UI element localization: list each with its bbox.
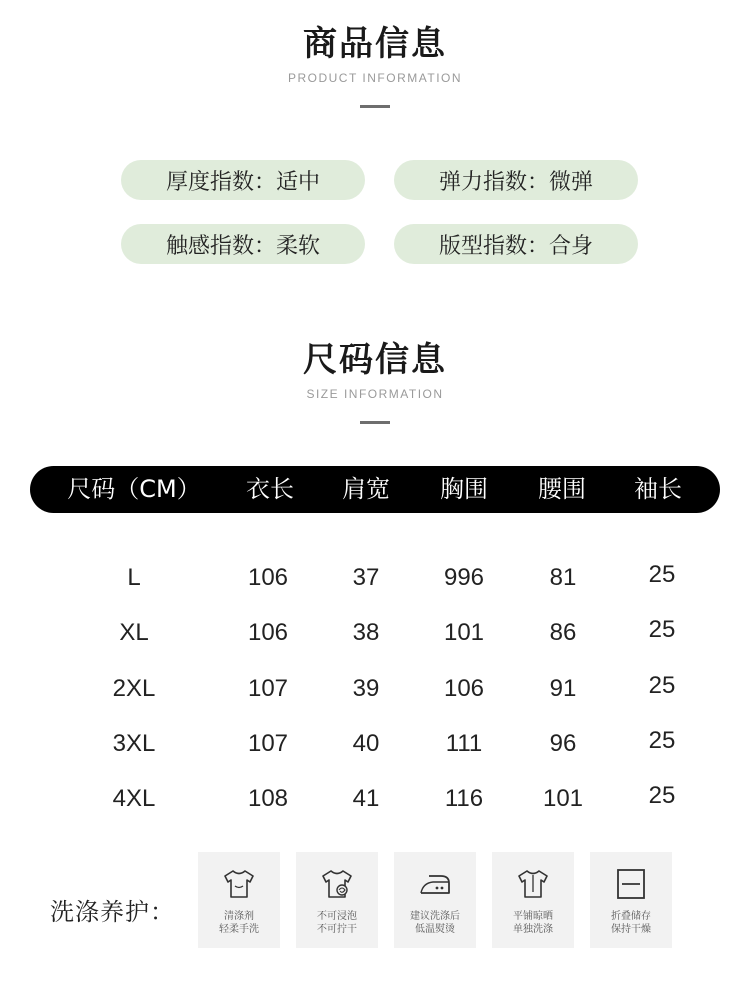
cell-length: 106 xyxy=(247,619,289,646)
cell-size: 3XL xyxy=(112,730,156,757)
header-shoulder: 肩宽 xyxy=(342,475,390,503)
cell-chest: 106 xyxy=(443,675,485,702)
care-caption: 建议洗涤后 低温熨烫 xyxy=(410,911,460,935)
care-caption: 不可浸泡 不可拧干 xyxy=(317,911,357,935)
cell-waist: 91 xyxy=(549,675,577,702)
product-info-heading xyxy=(0,16,750,108)
cell-shoulder: 39 xyxy=(352,675,380,702)
table-row xyxy=(0,558,750,598)
header-chest: 胸围 xyxy=(440,475,488,503)
cell-chest: 116 xyxy=(444,785,484,812)
header-sleeve: 袖长 xyxy=(634,475,682,503)
size-info-subtitle: SIZE INFORMATION xyxy=(306,387,444,401)
cell-size: XL xyxy=(119,619,149,646)
care-item-hand-wash xyxy=(198,852,280,948)
cell-waist: 86 xyxy=(549,619,577,646)
cell-chest: 996 xyxy=(443,564,485,591)
cell-waist: 81 xyxy=(549,564,577,591)
cell-shoulder: 37 xyxy=(352,564,380,591)
cell-shoulder: 41 xyxy=(352,785,380,812)
tshirt-wash-icon xyxy=(221,866,257,902)
table-row xyxy=(0,779,750,819)
product-info-subtitle: PRODUCT INFORMATION xyxy=(287,71,463,85)
cell-sleeve: 25 xyxy=(648,616,676,643)
cell-chest: 101 xyxy=(443,619,485,646)
header-waist: 腰围 xyxy=(538,475,586,503)
header-length: 衣长 xyxy=(246,475,294,503)
table-row xyxy=(0,724,750,764)
cell-shoulder: 38 xyxy=(352,619,380,646)
attribute-thickness: 厚度指数：适中 xyxy=(121,160,365,200)
title-divider xyxy=(360,421,390,424)
care-caption: 折叠储存 保持干燥 xyxy=(611,911,651,935)
size-info-heading xyxy=(0,332,750,424)
cell-size: 2XL xyxy=(112,675,156,702)
attribute-fit: 版型指数：合身 xyxy=(394,224,638,264)
cell-shoulder: 40 xyxy=(352,730,380,757)
iron-icon xyxy=(417,866,453,902)
header-size: 尺码（CM） xyxy=(67,475,201,503)
tshirt-flat-icon xyxy=(515,866,551,902)
care-caption: 平铺晾晒 单独洗涤 xyxy=(513,911,553,935)
table-row xyxy=(0,613,750,653)
table-row xyxy=(0,669,750,709)
cell-sleeve: 25 xyxy=(648,561,676,588)
care-item-fold-store xyxy=(590,852,672,948)
cell-length: 107 xyxy=(247,675,289,702)
care-item-iron xyxy=(394,852,476,948)
care-item-flat-dry xyxy=(492,852,574,948)
title-divider xyxy=(360,105,390,108)
cell-size: L xyxy=(127,564,141,591)
cell-length: 108 xyxy=(247,785,289,812)
attribute-elasticity: 弹力指数：微弹 xyxy=(394,160,638,200)
cell-length: 106 xyxy=(247,564,289,591)
care-label: 洗涤养护： xyxy=(50,898,175,926)
cell-waist: 101 xyxy=(542,785,584,812)
cell-size: 4XL xyxy=(112,785,156,812)
cell-sleeve: 25 xyxy=(648,782,676,809)
cell-waist: 96 xyxy=(549,730,577,757)
fold-store-icon xyxy=(613,866,649,902)
size-table-header xyxy=(30,466,720,513)
cell-sleeve: 25 xyxy=(648,672,676,699)
tshirt-no-soak-icon xyxy=(319,866,355,902)
cell-sleeve: 25 xyxy=(648,727,676,754)
cell-length: 107 xyxy=(247,730,289,757)
cell-chest: 111 xyxy=(445,730,483,757)
care-item-no-soak xyxy=(296,852,378,948)
size-info-title: 尺码信息 xyxy=(303,340,447,380)
attribute-touch: 触感指数：柔软 xyxy=(121,224,365,264)
care-caption: 清涤剂 轻柔手洗 xyxy=(219,911,259,935)
product-info-title: 商品信息 xyxy=(303,24,447,64)
